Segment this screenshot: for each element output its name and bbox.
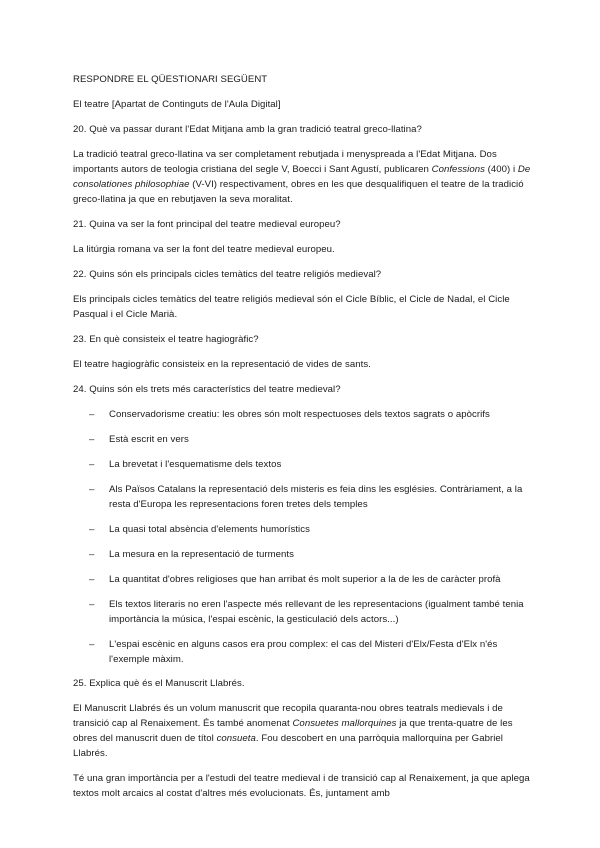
dash-bullet: –	[89, 524, 95, 535]
list-item	[73, 522, 533, 537]
answer-25-italic-title-2: consueta	[216, 733, 256, 744]
dash-bullet: –	[89, 639, 95, 650]
list-item-text: La quasi total absència d'elements humorístics	[109, 524, 310, 535]
answer-20-text-c: (V-VI) respectivament, obres en les que desqualifiquen el teatre de la tradició greco-llatina ja que en rebutjaven la seva moralitat.	[73, 179, 524, 205]
document-content	[73, 72, 533, 801]
answer-25-italic-title-1: Consuetes mallorquines	[292, 718, 397, 729]
answer-21: La litúrgia romana va ser la font del teatre medieval europeu.	[73, 244, 335, 255]
question-22: 22. Quins són els principals cicles temàtics del teatre religiós medieval?	[73, 269, 382, 280]
questionnaire-heading: RESPONDRE EL QÜESTIONARI SEGÜENT	[73, 74, 268, 85]
dash-bullet: –	[89, 549, 95, 560]
list-item	[73, 637, 533, 667]
question-24: 24. Quins són els trets més característics del teatre medieval?	[73, 384, 341, 395]
list-item	[73, 457, 533, 472]
list-item	[73, 407, 533, 422]
answer-25	[73, 701, 533, 761]
list-item-text: La mesura en la representació de turments	[109, 549, 294, 560]
dash-bullet: –	[89, 574, 95, 585]
list-item-text: Els textos literaris no eren l'aspecte més rellevant de les representacions (igualment també tenia importància la música, l'espai escènic, la gesticulació dels actors...)	[109, 599, 524, 625]
list-item	[73, 572, 533, 587]
question-23: 23. En què consisteix el teatre hagiogràfic?	[73, 334, 259, 345]
list-item	[73, 482, 533, 512]
answer-20-italic-title-2: De consolationes philosophiae	[73, 164, 531, 190]
dash-bullet: –	[89, 599, 95, 610]
list-item-text: La brevetat i l'esquematisme dels textos	[109, 459, 282, 470]
list-item-text: Està escrit en vers	[109, 434, 189, 445]
answer-22: Els principals cicles temàtics del teatre religiós medieval són el Cicle Bíblic, el Cicle de Nadal, el Cicle Pasqual i el Cicle Marià.	[73, 294, 510, 320]
answer-20-italic-title-1: Confessions	[431, 164, 485, 175]
answer-25-text-c: . Fou descobert en una parròquia mallorquina per Gabriel Llabrés.	[73, 733, 503, 759]
list-item-text: La quantitat d'obres religioses que han arribat és molt superior a la de les de caràcter profà	[109, 574, 501, 585]
list-item-text: Als Països Catalans la representació dels misteris es feia dins les esglésies. Contràriament, a la resta d'Europa les representacions foren tretes dels temples	[109, 484, 523, 510]
list-item	[73, 547, 533, 562]
answer-25-paragraph-2: Té una gran importància per a l'estudi del teatre medieval i de transició cap al Renaixement, ja que aplega textos molt arcaics al costat d'altres més evolucionats. És, juntament amb	[73, 773, 530, 799]
answer-25-text-a: El Manuscrit Llabrés és un volum manuscrit que recopila quaranta-nou obres teatrals medievals i de transició cap al Renaixement. És també anomenat	[73, 703, 503, 729]
question-20: 20. Què va passar durant l'Edat Mitjana amb la gran tradició teatral greco-llatina?	[73, 124, 422, 135]
question-21: 21. Quina va ser la font principal del teatre medieval europeu?	[73, 219, 341, 230]
list-item-text: Conservadorisme creatiu: les obres són molt respectuoses dels textos sagrats o apòcrifs	[109, 409, 490, 420]
list-item	[73, 432, 533, 447]
question-25: 25. Explica què és el Manuscrit Llabrés.	[73, 678, 245, 689]
answer-20-text-a: La tradició teatral greco-llatina va ser completament rebutjada i menyspreada a l'Edat Mitjana. Dos importants autors de teologia cristiana del segle V, Boecci i Sant Agustí, publicaren	[73, 149, 497, 175]
answer-23: El teatre hagiogràfic consisteix en la representació de vides de sants.	[73, 359, 371, 370]
dash-bullet: –	[89, 484, 95, 495]
section-subheading: El teatre [Apartat de Continguts de l'Aula Digital]	[73, 99, 281, 110]
answer-25-text-b: ja que trenta-quatre de les obres del manuscrit duen de títol	[73, 718, 513, 744]
list-item	[73, 597, 533, 627]
list-item-text: L'espai escènic en alguns casos era prou complex: el cas del Misteri d'Elx/Festa d'Elx n'és l'exemple màxim.	[109, 639, 498, 665]
characteristics-list	[73, 407, 533, 667]
dash-bullet: –	[89, 434, 95, 445]
dash-bullet: –	[89, 459, 95, 470]
answer-20-text-b: (400) i	[484, 164, 518, 175]
answer-20	[73, 147, 533, 207]
dash-bullet: –	[89, 409, 95, 420]
